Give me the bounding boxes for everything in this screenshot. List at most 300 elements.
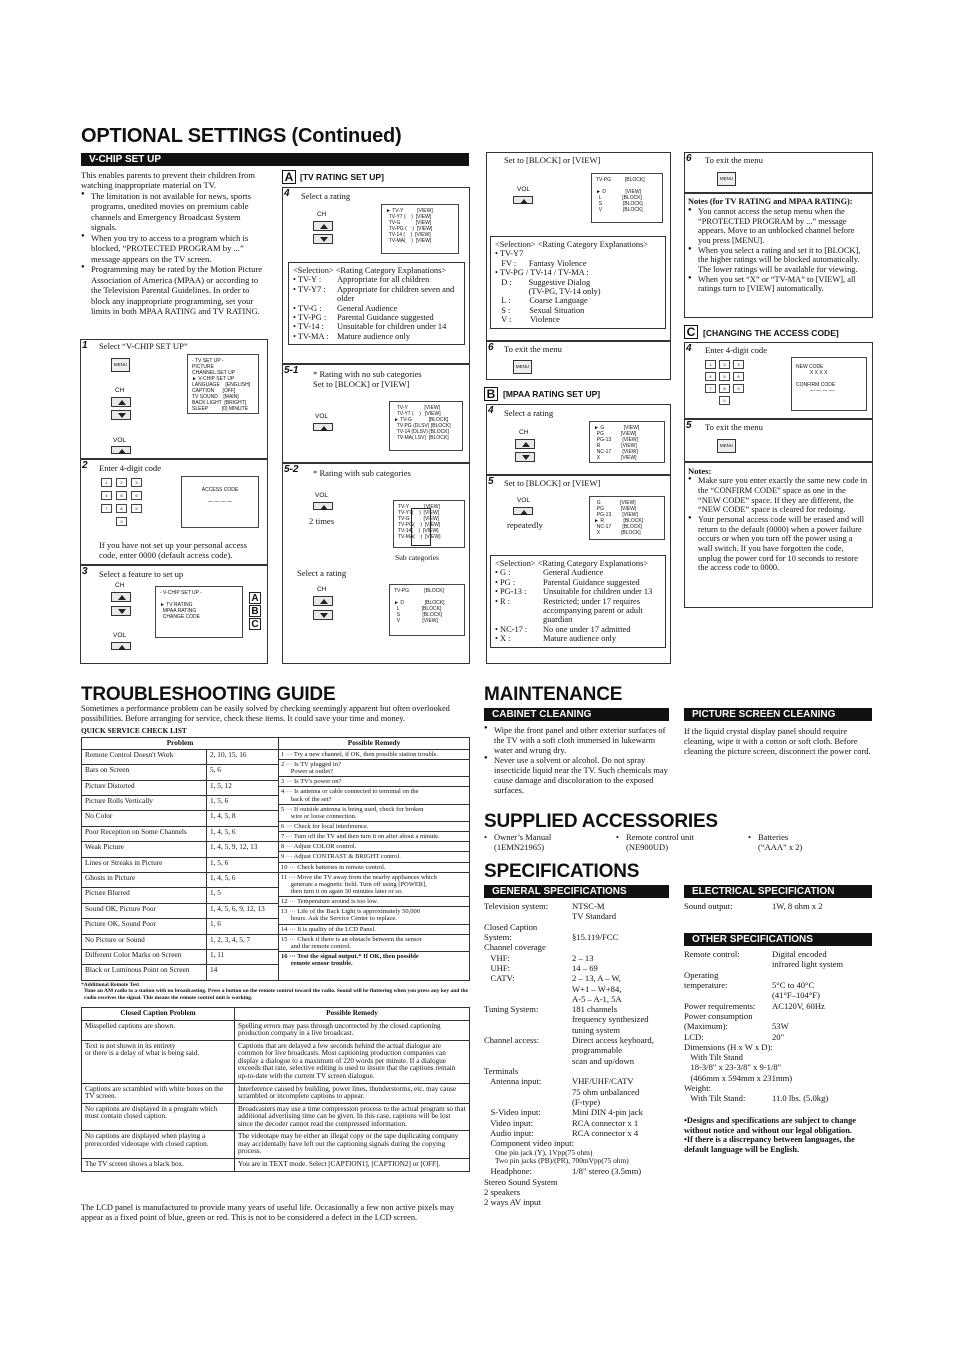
- accessory-item: [616, 832, 748, 853]
- problem-cell: Poor Reception on Some Channels: [82, 826, 207, 841]
- selection-explanation: Mature audience only: [543, 634, 617, 644]
- step-number: 2: [82, 460, 88, 471]
- remedy-item: 1 ··· Try a new channel, if OK, then possible station trouble.: [279, 750, 469, 760]
- selection-line: FV : Fantasy Violence: [495, 258, 587, 268]
- vol-label: VOL: [315, 492, 329, 499]
- selection-list: [293, 275, 460, 341]
- code-notes: [684, 462, 873, 608]
- spec-label: Terminals: [484, 1066, 519, 1076]
- spec-value: [572, 1187, 674, 1197]
- spec-value: [572, 1177, 674, 1187]
- selection-line: • TV-PG / TV-14 / TV-MA :: [495, 268, 589, 278]
- cc-remedy-header: Possible Remedy: [235, 1008, 470, 1021]
- spec-label: Stereo Sound System: [484, 1176, 558, 1187]
- selection-code: • TV-Y7 :: [293, 284, 326, 294]
- selection-heading: <Selection> <Rating Category Explanations>: [495, 240, 649, 249]
- section-b-tag: B: [484, 387, 498, 401]
- step-note: If you have not set up your personal access code, enter 0000 (default access code).: [99, 540, 247, 560]
- specs-footnote: [684, 1116, 874, 1154]
- problem-cell: Sound OK, Picture Poor: [82, 903, 207, 918]
- step-text: Select a rating: [504, 408, 554, 418]
- remedy-numbers-cell: 1, 5, 12: [207, 780, 279, 795]
- spec-label: One pin jack (Y), 1Vpp(75 ohm): [484, 1147, 593, 1157]
- spec-label: (466mm x 594mm x 231mm): [684, 1072, 793, 1083]
- table-row: [82, 1040, 470, 1083]
- ch-up-button[interactable]: [313, 221, 333, 231]
- remedy-numbers-cell: 1, 5, 6: [207, 796, 279, 811]
- step-text: Enter 4-digit code: [99, 463, 162, 473]
- key-3[interactable]: 3: [131, 478, 142, 487]
- spec-label: Operating temperature:: [684, 969, 728, 990]
- key-9[interactable]: 9: [733, 384, 744, 393]
- electrical-bar: ELECTRICAL SPECIFICATION: [684, 885, 872, 898]
- vchip-bar: V-CHIP SET UP: [81, 153, 469, 166]
- step-number: 1: [82, 340, 88, 351]
- selection-row: [293, 304, 460, 313]
- spec-label: Sound output:: [684, 901, 733, 911]
- spec-value: 5°C to 40°C (41°F–104°F): [772, 979, 820, 1001]
- remedy-numbers-cell: 1, 5, 6: [207, 857, 279, 872]
- remedy-numbers-cell: 5, 6: [207, 765, 279, 780]
- spec-label: Two pin jacks (PB)/(PR), 700mVpp(75 ohm): [484, 1156, 629, 1166]
- ch-up-button[interactable]: [515, 439, 535, 449]
- ch-label: CH: [519, 429, 529, 436]
- tv-block-screen: TV-Y [VIEW] TV-Y7 ( ) [VIEW] ► TV-G [BLOCK] TV-PG (DLSV) [BLOCK] TV-14 (DLSV) [BLOCK] TV-MA( LSV) [BLOCK]: [389, 401, 463, 451]
- cc-problem-header: Closed Caption Problem: [82, 1008, 235, 1021]
- remedy-item: 8 ··· Adjust COLOR control.: [279, 842, 469, 852]
- lcd-footer-note: The LCD panel is manufactured to provide many years of useful life. Occasionally a few non active pixels may appear as a fixed point of blue, green or red. This is not to be considered a defect in the LCD screen.: [81, 1203, 455, 1222]
- cc-problem-cell: Text is not shown in its entirety or there is a delay of what is being said.: [82, 1040, 235, 1083]
- tv-rating-heading: [TV RATING SET UP]: [300, 172, 384, 182]
- key-6[interactable]: 6: [131, 491, 142, 500]
- ch-label: CH: [317, 586, 327, 593]
- spec-value: [572, 942, 674, 952]
- other-specs: [684, 949, 872, 1104]
- bullet-item: ● Programming may be rated by the Motion Picture Association of America (MPAA) or according to the Television Parental Guidelines. In order to block any inappropriate programming, set your limits in both MPAA RATING and TV RATING.: [81, 264, 267, 316]
- selection-row: [495, 634, 661, 643]
- step-number: 6: [488, 342, 494, 353]
- step-text: Select a rating: [301, 191, 351, 201]
- key-5[interactable]: 5: [719, 372, 730, 381]
- selection-explanation: Appropriate for children seven and older: [337, 284, 455, 304]
- picture-screen-bar: PICTURE SCREEN CLEANING: [684, 708, 872, 721]
- spec-value: 20": [772, 1031, 785, 1042]
- troubleshooting-title: TROUBLESHOOTING GUIDE: [81, 684, 336, 705]
- spec-value: 2 – 13, A – W, W+1 – W+84, A-5 – A-1, 5A: [572, 973, 622, 1004]
- notes-heading: Notes:: [688, 466, 712, 476]
- spec-label: Component video input:: [484, 1138, 574, 1149]
- sub-selection: [490, 236, 666, 329]
- bullet-item: ● Make sure you enter exactly the same new code in the “CONFIRM CODE” space as one in the “NEW CODE” space. If they are different, the “NEW CODE” space is cleared for redoing.: [688, 476, 869, 515]
- remedy-numbers-cell: 1, 4, 5, 6: [207, 826, 279, 841]
- menu-button[interactable]: MENU: [717, 439, 736, 453]
- selection-explanation: Parental Guidance suggested: [337, 313, 434, 323]
- problem-cell: Different Color Marks on Screen: [82, 949, 207, 964]
- spec-label: Headphone:: [484, 1166, 532, 1177]
- mpaa-block-screen: G [VIEW] PG [VIEW] PG-13 [VIEW] ► R [BLOCK] NC-17 [BLOCK] X [BLOCK]: [589, 496, 665, 540]
- ch-down-button[interactable]: [313, 610, 333, 620]
- accessory-name: Batteries: [758, 832, 789, 842]
- spec-value: [772, 1052, 872, 1062]
- selection-explanation: Restricted; under 17 requires accompanying parent or adult guardian: [543, 596, 643, 625]
- mpaa-heading: [MPAA RATING SET UP]: [503, 389, 601, 399]
- cc-problem-cell: No captions are displayed when playing a prerecorded videotape with closed caption.: [82, 1131, 235, 1159]
- remedy-numbers-cell: 1, 4, 5, 9, 12, 13: [207, 842, 279, 857]
- spec-value: 181 channels frequency synthesized tuning system: [572, 1004, 649, 1035]
- vchip-step-1: [80, 339, 268, 459]
- selection-code: • R :: [495, 596, 511, 606]
- selection-code: • TV-Y :: [293, 275, 322, 285]
- problem-cell: Picture OK, Sound Poor: [82, 919, 207, 934]
- ch-up-button[interactable]: [111, 397, 131, 407]
- vol-button[interactable]: [513, 507, 533, 515]
- selection-row: [495, 578, 661, 587]
- key-2[interactable]: 2: [719, 360, 730, 369]
- ch-down-button[interactable]: [313, 234, 333, 244]
- key-9[interactable]: 9: [131, 504, 142, 513]
- ch-down-button[interactable]: [111, 410, 131, 420]
- remedy-header: Possible Remedy: [279, 738, 470, 750]
- vol-button[interactable]: [111, 642, 131, 650]
- vchip-intro: This enables parents to prevent their children from watching inappropriate material on TV.: [81, 170, 255, 191]
- remedy-item: 2 ··· Is TV plugged in? Power at outlet?: [279, 760, 469, 777]
- bullet-item: ● When you set “X” or “TV-MA” to [VIEW], all ratings turn to [VIEW] automatically.: [688, 275, 869, 294]
- spec-label: With Tilt Stand: [684, 1052, 743, 1063]
- quick-check-table: [81, 737, 470, 981]
- selection-row: [293, 275, 460, 284]
- problem-cell: Ghosts in Picture: [82, 873, 207, 888]
- step-text: Set to [BLOCK] or [VIEW]: [504, 155, 601, 165]
- remedy-item: 11 ··· Move the TV away from the nearby appliances which generate a magnetic field. Turn off using [POWER], then turn it on again 30 minutes later or so.: [279, 873, 469, 897]
- remedy-numbers-cell: 14: [207, 965, 279, 980]
- selection-row: [495, 587, 661, 596]
- vchip-step-2: [80, 459, 268, 565]
- rating-notes: [684, 193, 873, 318]
- vchip-setup-screen: - V-CHIP SET UP - ► TV RATING MPAA RATING CHANGE CODE: [155, 586, 243, 638]
- tv-step-5-2: [282, 463, 470, 664]
- remedy-item: 7 ··· Turn off the TV and then turn it on after about a minute.: [279, 832, 469, 842]
- selection-row: [293, 285, 460, 304]
- selection-explanation: Appropriate for all children: [337, 275, 430, 285]
- spec-value: 14 – 69: [572, 962, 598, 973]
- ch-down-button[interactable]: [515, 452, 535, 462]
- spec-label: Tuning System:: [484, 1004, 539, 1015]
- caption-table: [81, 1007, 470, 1172]
- spec-value: Digital encoded infrared light system: [772, 949, 844, 970]
- selection-code: • TV-G :: [293, 303, 322, 313]
- step-text: Select a feature to set up: [99, 569, 184, 579]
- spec-value: 1W, 8 ohm x 2: [772, 901, 823, 911]
- tv-step-cont: [486, 152, 671, 341]
- table-row: [82, 1103, 470, 1131]
- maintenance-title: MAINTENANCE: [484, 684, 623, 705]
- step-number: 4: [488, 405, 494, 416]
- key-7[interactable]: 7: [101, 504, 112, 513]
- selection-explanation: General Audience: [543, 568, 604, 578]
- selection-row: [495, 625, 661, 634]
- selection-code: • TV-PG :: [293, 313, 327, 323]
- accessory-name: Owner’s Manual: [494, 832, 552, 842]
- step-text: * Rating with no sub categories Set to [BLOCK] or [VIEW]: [313, 369, 422, 390]
- supplied-title: SUPPLIED ACCESSORIES: [484, 811, 718, 832]
- ch-up-button[interactable]: [111, 592, 131, 602]
- key-6[interactable]: 6: [733, 372, 744, 381]
- spec-value: Mini DIN 4-pin jack: [572, 1107, 643, 1118]
- change-code-heading: [CHANGING THE ACCESS CODE]: [703, 328, 839, 338]
- tv-step-4: [282, 187, 470, 364]
- step-text: Select “V-CHIP SET UP”: [99, 341, 188, 351]
- mpaa-step-4: [486, 404, 671, 475]
- cc-problem-cell: No captions are displayed in a program which must contain closed caption.: [82, 1103, 235, 1131]
- spec-label: Power requirements:: [684, 1000, 756, 1011]
- bullet-item: ● When you try to access to a program which is blocked, “PROTECTED PROGRAM by ...” message appears on the TV screen.: [81, 233, 267, 264]
- step-text: To exit the menu: [705, 155, 763, 165]
- problem-cell: Remote Control Doesn't Work: [82, 749, 207, 764]
- subcategory-highlight: [411, 508, 431, 546]
- cc-problem-cell: Misspelled captions are shown.: [82, 1020, 235, 1040]
- spec-value: [772, 1083, 872, 1093]
- cc-remedy-cell: Captions that are delayed a few seconds behind the actual dialogue are common for live broadcasts. Most captioning production companies can display a dialogue to a maximum of 220 words per minute. If a dialogue exceeds that rate, selective editing is used to insure that the captions remain up-to-date with the current TV screen dialogue.: [235, 1040, 470, 1083]
- spec-value: [772, 1073, 872, 1083]
- step-text: Enter 4-digit code: [705, 345, 768, 355]
- spec-label: 18-3/8" x 23-3/8" x 9-1/8": [684, 1062, 782, 1073]
- vchip-intro-block: [81, 170, 267, 317]
- new-code-screen: NEW CODE X X X X CONFIRM CODE — — — —: [791, 357, 867, 411]
- cc-remedy-cell: You are in TEXT mode. Select [CAPTION1], [CAPTION2] or [OFF].: [235, 1159, 470, 1172]
- problem-cell: Picture Distorted: [82, 780, 207, 795]
- selection-explanation: Mature audience only: [337, 331, 411, 341]
- selection-line: • TV-Y7: [495, 249, 524, 259]
- problem-cell: No Picture or Sound: [82, 934, 207, 949]
- vol-button[interactable]: [313, 423, 333, 431]
- selection-row: [495, 568, 661, 577]
- key-4[interactable]: 4: [101, 491, 112, 500]
- bullet-item: ● You cannot access the setup menu when the “PROTECTED PROGRAM by ...” message appears. Move to an unblocked channel before you press [MENU].: [688, 207, 869, 246]
- key-8[interactable]: 8: [719, 384, 730, 393]
- selection-code: • NC-17 :: [495, 624, 528, 634]
- remedy-numbers-cell: 1, 4, 5, 8: [207, 811, 279, 826]
- additional-test: [81, 982, 470, 1001]
- bullet-icon: •: [484, 832, 487, 842]
- spec-label: Remote control:: [684, 949, 740, 959]
- bullet-item: ● Your personal access code will be erased and will return to the default (0000) when a power failure occurs or when you turn off the power using a wall switch. If you have forgotten the code, unplug the power cord for 10 seconds to restore the access code to 0000.: [688, 515, 869, 573]
- remedy-numbers-cell: 1, 6: [207, 919, 279, 934]
- subcategories-label: Sub categories: [395, 553, 439, 562]
- remedy-item: 16 ··· Test the signal output.* If OK, then possible remote sensor trouble.: [281, 952, 419, 968]
- remedy-numbers-cell: 1, 2, 3, 4, 5, 7: [207, 934, 279, 949]
- key-1[interactable]: 1: [705, 360, 716, 369]
- general-specs: [484, 901, 674, 1208]
- spec-value: Direct access keyboard, programmable scan and up/down: [572, 1035, 654, 1066]
- selection-line: S : Sexual Situation: [495, 305, 585, 315]
- problem-cell: Picture Blurred: [82, 888, 207, 903]
- spec-value: VHF/UHF/CATV 75 ohm unbalanced (F-type): [572, 1076, 640, 1107]
- table-row: [82, 749, 470, 764]
- selection-explanation: Unsuitable for children under 14: [337, 322, 447, 332]
- mpaa-screen: ► G [VIEW] PG [VIEW] PG-13 [VIEW] R [VIEW] NC-17 [VIEW] X [VIEW]: [589, 421, 665, 463]
- spec-value: [572, 1138, 674, 1148]
- section-c-tag: C: [684, 325, 698, 339]
- remedy-list: [279, 749, 470, 980]
- spec-label: Television system:: [484, 901, 549, 911]
- spec-label: Video input:: [484, 1117, 533, 1128]
- accessory-code: (“AAA” x 2): [758, 842, 803, 853]
- mpaa-step-6: [684, 152, 873, 193]
- additional-test-text: Tune an AM radio to a station with no broadcasting. Press a button on the remote control toward the radio. Sound will be fluttering when you press any key and the radio receives the signal. This means the remote control unit is working.: [84, 988, 469, 1001]
- problem-cell: No Color: [82, 811, 207, 826]
- step-text: To exit the menu: [705, 422, 763, 432]
- cabinet-list: [484, 725, 672, 795]
- spec-label: Audio input:: [484, 1127, 534, 1138]
- spec-label: Dimensions (H x W x D):: [684, 1041, 773, 1052]
- additional-test-heading: *Additional Remote Test: [81, 982, 140, 988]
- accessory-code: (1EMN21965): [494, 842, 545, 853]
- key-3[interactable]: 3: [733, 360, 744, 369]
- remedy-item: 3 ··· Is TV's power on?: [279, 777, 469, 787]
- spec-label: S-Video input:: [484, 1107, 541, 1118]
- spec-value: 11.0 lbs. (5.0kg): [772, 1093, 829, 1104]
- spec-label: 2 speakers: [484, 1186, 521, 1197]
- spec-label: With Tilt Stand:: [684, 1093, 746, 1104]
- spec-value: RCA connector x 4: [572, 1127, 639, 1138]
- ch-down-button[interactable]: [111, 606, 131, 616]
- tv-pg-block-screen: TV-PG [BLOCK] ► D [VIEW] L [BLOCK] S [BLOCK] V [BLOCK]: [591, 173, 663, 223]
- remedy-item: 14 ··· It is quality of the LCD Panel.: [279, 925, 469, 935]
- accessory-item: [748, 832, 874, 853]
- selection-explanation: Parental Guidance suggested: [543, 577, 640, 587]
- tv-setup-screen: - TV SET UP - PICTURE CHANNEL SET UP ► V-CHIP SET UP LANGUAGE [ENGLISH] CAPTION [OFF] TV SOUND [MAIN] BACK LIGHT [BRIGHT] SLEEP [0] MINUTE: [187, 354, 259, 414]
- spec-value: RCA connector x 1: [572, 1117, 639, 1128]
- vol-label: VOL: [517, 186, 531, 193]
- spec-value: 2 – 13: [572, 952, 594, 963]
- vol-button[interactable]: [313, 502, 333, 510]
- selection-line: L : Coarse Language: [495, 296, 588, 306]
- picture-screen-text: If the liquid crystal display panel should require cleaning, wipe it with a cotton or soft cloth. Before cleaning the picture screen, disconnect the power cord.: [684, 726, 871, 757]
- menu-button[interactable]: MENU: [513, 360, 532, 374]
- remedy-item: 15 ··· Check if there is an obstacle between the sensor and the remote control.: [279, 935, 469, 952]
- key-0[interactable]: 0: [116, 517, 127, 526]
- selection-code: • PG-13 :: [495, 587, 527, 597]
- table-row: [82, 1131, 470, 1159]
- selection-explanation: General Audience: [337, 303, 398, 313]
- problem-cell: Black or Luminous Point on Screen: [82, 965, 207, 980]
- selection-code: • G :: [495, 568, 511, 578]
- cc-problem-cell: Captions are scrambled with white boxes on the TV screen.: [82, 1083, 235, 1103]
- access-code-screen: ACCESS CODE — — — —: [181, 476, 259, 528]
- problem-cell: Bars on Screen: [82, 765, 207, 780]
- key-0[interactable]: 0: [719, 396, 730, 405]
- remedy-item: 4 ··· Is antenna or cable connected to terminal on the back of the set?: [279, 787, 469, 804]
- step-text: * Rating with sub categories: [313, 468, 411, 478]
- other-specs-bar: OTHER SPECIFICATIONS: [684, 933, 872, 946]
- remedy-item: 6 ··· Check for local interference.: [279, 822, 469, 832]
- cc-remedy-cell: Spelling errors may pass through uncorrected by the closed captioning production company in a live broadcast.: [235, 1020, 470, 1040]
- menu-button[interactable]: MENU: [111, 358, 130, 372]
- problem-cell: Weak Picture: [82, 842, 207, 857]
- spec-footnote-item: •Designs and specifications are subject to change without notice and without our legal obligation.: [684, 1116, 856, 1135]
- tv-step-6: [486, 341, 671, 380]
- spec-value: [772, 1062, 872, 1072]
- number-keypad[interactable]: [101, 478, 142, 526]
- spec-label: Closed Caption System:: [484, 921, 538, 942]
- remedy-item: 12 ··· Temperature around is too low.: [279, 897, 469, 907]
- vol-button[interactable]: [111, 446, 131, 454]
- ch-label: CH: [317, 211, 327, 218]
- bullet-item: ● Never use a solvent or alcohol. Do not spray insecticide liquid near the TV. Such chemicals may cause damage and discoloration to the exposed surfaces.: [484, 755, 672, 795]
- selection-list: [495, 568, 661, 643]
- spec-value: AC120V, 60Hz: [772, 1000, 825, 1011]
- number-keypad[interactable]: [705, 360, 744, 405]
- cc-remedy-cell: The videotape may be either an illegal copy or the tape duplicating company may accidentally have left out the captioning signals during the copying process.: [235, 1131, 470, 1159]
- notes-list: [688, 476, 869, 573]
- remedy-item: 10 ··· Check batteries in remote control.: [279, 863, 469, 873]
- bullet-item: ● The limitation is not available for news, sports programs, unedited movies on premium cable channels and Emergency Broadcast System signals.: [81, 191, 267, 233]
- selection-line: D : Suggestive Dialog: [495, 277, 591, 287]
- spec-value: §15.119/FCC: [572, 931, 619, 942]
- supplied-list: [484, 832, 874, 853]
- table-row: [82, 1083, 470, 1103]
- spec-label: LCD:: [684, 1031, 704, 1042]
- notes-list: [688, 207, 869, 294]
- bullet-icon: •: [616, 832, 619, 842]
- key-5[interactable]: 5: [116, 491, 127, 500]
- table-row: [82, 1159, 470, 1172]
- step-text: To exit the menu: [504, 344, 562, 354]
- problem-header: Problem: [82, 738, 279, 750]
- remedy-item: 5 ··· If outside antenna is being used, check for broken wire or loose connection.: [279, 805, 469, 822]
- spec-label: Power consumption (Maximum):: [684, 1010, 753, 1032]
- spec-footnote-item: •If there is a discrepancy between languages, the default language will be English.: [684, 1135, 855, 1154]
- step-number: 5-1: [284, 365, 299, 376]
- vol-button[interactable]: [513, 196, 533, 204]
- tv-pg-screen: TV-PG [BLOCK] ► D [BLOCK] L [BLOCK] S [BLOCK] V [VIEW]: [389, 584, 465, 636]
- key-2[interactable]: 2: [116, 478, 127, 487]
- vchip-bullets: [81, 191, 267, 317]
- ch-up-button[interactable]: [313, 596, 333, 606]
- remedy-item: 9 ··· Adjust CONTRAST & BRIGHT control.: [279, 852, 469, 862]
- electrical-specs: [684, 901, 872, 911]
- selection-line: V : Violence: [495, 315, 560, 325]
- step-number: 3: [82, 566, 88, 577]
- key-8[interactable]: 8: [116, 504, 127, 513]
- selection-row: [293, 313, 460, 322]
- menu-button[interactable]: MENU: [717, 172, 736, 186]
- spec-label: Weight:: [684, 1083, 711, 1094]
- key-4[interactable]: 4: [705, 372, 716, 381]
- spec-label: Antenna input:: [484, 1076, 542, 1087]
- general-specs-bar: GENERAL SPECIFICATIONS: [484, 885, 669, 898]
- qsc-heading: QUICK SERVICE CHECK LIST: [81, 726, 187, 735]
- tv-sub-screen: TV-Y [VIEW] TV-Y7( ) [VIEW] TV-G [VIEW] TV-PG( ) [VIEW] TV-14( ) [VIEW] TV-MA( ) [VIEW]: [393, 500, 465, 548]
- key-1[interactable]: 1: [101, 478, 112, 487]
- remedy-numbers-cell: 1, 4, 5, 6: [207, 873, 279, 888]
- selection-row: [293, 322, 460, 331]
- spec-label: UHF:: [484, 962, 511, 973]
- vchip-step-3: [80, 565, 268, 664]
- notes-heading: Notes (for TV RATING and MPAA RATING):: [688, 197, 853, 206]
- tv-step-5-1: [282, 364, 470, 463]
- step-number: 5: [488, 476, 494, 487]
- step-text: Set to [BLOCK] or [VIEW]: [504, 478, 601, 488]
- times-label: 2 times: [309, 516, 335, 526]
- selection-line: (TV-PG, TV-14 only): [495, 287, 601, 297]
- key-7[interactable]: 7: [705, 384, 716, 393]
- step-number: 5-2: [284, 464, 299, 475]
- tag-a: A: [249, 592, 261, 604]
- spec-value: [572, 1066, 674, 1076]
- step-number: 4: [686, 343, 692, 354]
- selection-heading: <Selection> <Rating Category Explanations>: [293, 266, 447, 275]
